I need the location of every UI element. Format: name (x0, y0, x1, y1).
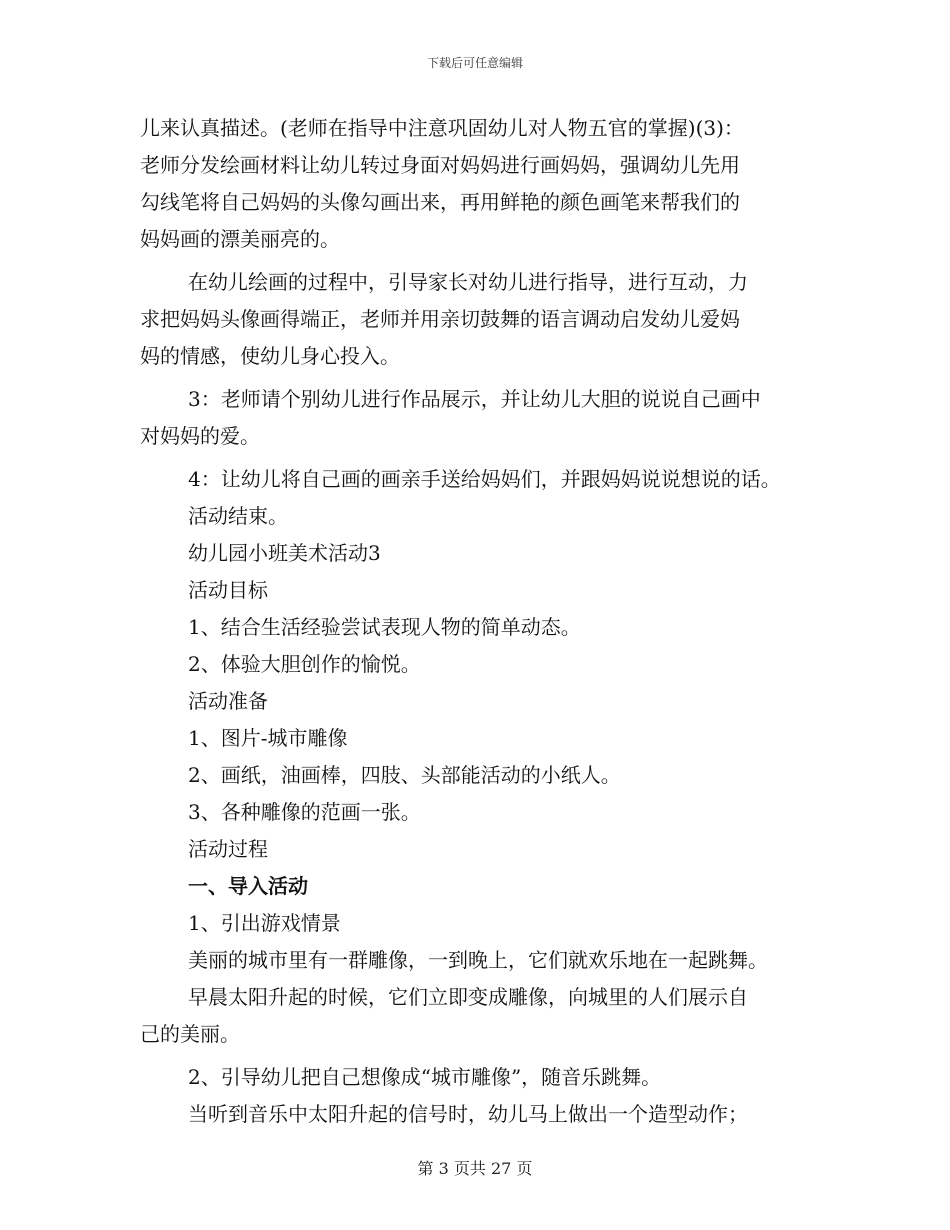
text-line: 儿来认真描述。(老师在指导中注意巩固幼儿对人物五官的掌握)(3)： (140, 116, 744, 140)
list-item: 1、结合生活经验尝试表现人物的简单动态。 (188, 615, 581, 639)
list-item: 1、引出游戏情景 (188, 911, 341, 935)
list-item: 2、画纸，油画棒，四肢、头部能活动的小纸人。 (188, 763, 621, 787)
text-line: 己的美丽。 (140, 1022, 240, 1046)
list-item: 3、各种雕像的范画一张。 (188, 800, 421, 824)
text-line: 对妈妈的爱。 (140, 424, 260, 448)
subsection-title: 活动过程 (188, 837, 268, 861)
text-line: 妈妈画的漂美丽亮的。 (140, 227, 340, 251)
step-heading: 一、导入活动 (188, 874, 308, 898)
subsection-title: 活动准备 (188, 689, 268, 713)
section-title: 幼儿园小班美术活动3 (188, 541, 381, 565)
text-line: 4：让幼儿将自己画的画亲手送给妈妈们，并跟妈妈说说想说的话。 (188, 467, 781, 491)
subsection-title: 活动目标 (188, 578, 268, 602)
page-footer: 第 3 页共 27 页 (417, 1159, 533, 1178)
text-line: 妈的情感，使幼儿身心投入。 (140, 344, 400, 368)
text-line: 求把妈妈头像画得端正，老师并用亲切鼓舞的语言调动启发幼儿爱妈 (140, 307, 740, 331)
list-item: 2、引导幼儿把自己想像成“城市雕像”，随音乐跳舞。 (188, 1065, 662, 1089)
page-header: 下载后可任意编辑 (426, 56, 523, 70)
document-body (140, 110, 820, 1133)
text-line: 老师分发绘画材料让幼儿转过身面对妈妈进行画妈妈，强调幼儿先用 (140, 153, 740, 177)
text-line: 活动结束。 (188, 504, 288, 528)
text-line: 当听到音乐中太阳升起的信号时，幼儿马上做出一个造型动作； (188, 1102, 748, 1126)
list-item: 2、体验大胆创作的愉悦。 (188, 652, 421, 676)
text-line: 在幼儿绘画的过程中，引导家长对幼儿进行指导，进行互动，力 (188, 270, 748, 294)
text-line: 早晨太阳升起的时候，它们立即变成雕像，向城里的人们展示自 (188, 985, 748, 1009)
text-line: 3：老师请个别幼儿进行作品展示，并让幼儿大胆的说说自己画中 (188, 387, 761, 411)
text-line: 勾线笔将自己妈妈的头像勾画出来，再用鲜艳的颜色画笔来帮我们的 (140, 190, 740, 214)
text-line: 美丽的城市里有一群雕像，一到晚上，它们就欢乐地在一起跳舞。 (188, 948, 768, 972)
list-item: 1、图片-城市雕像 (188, 726, 348, 750)
